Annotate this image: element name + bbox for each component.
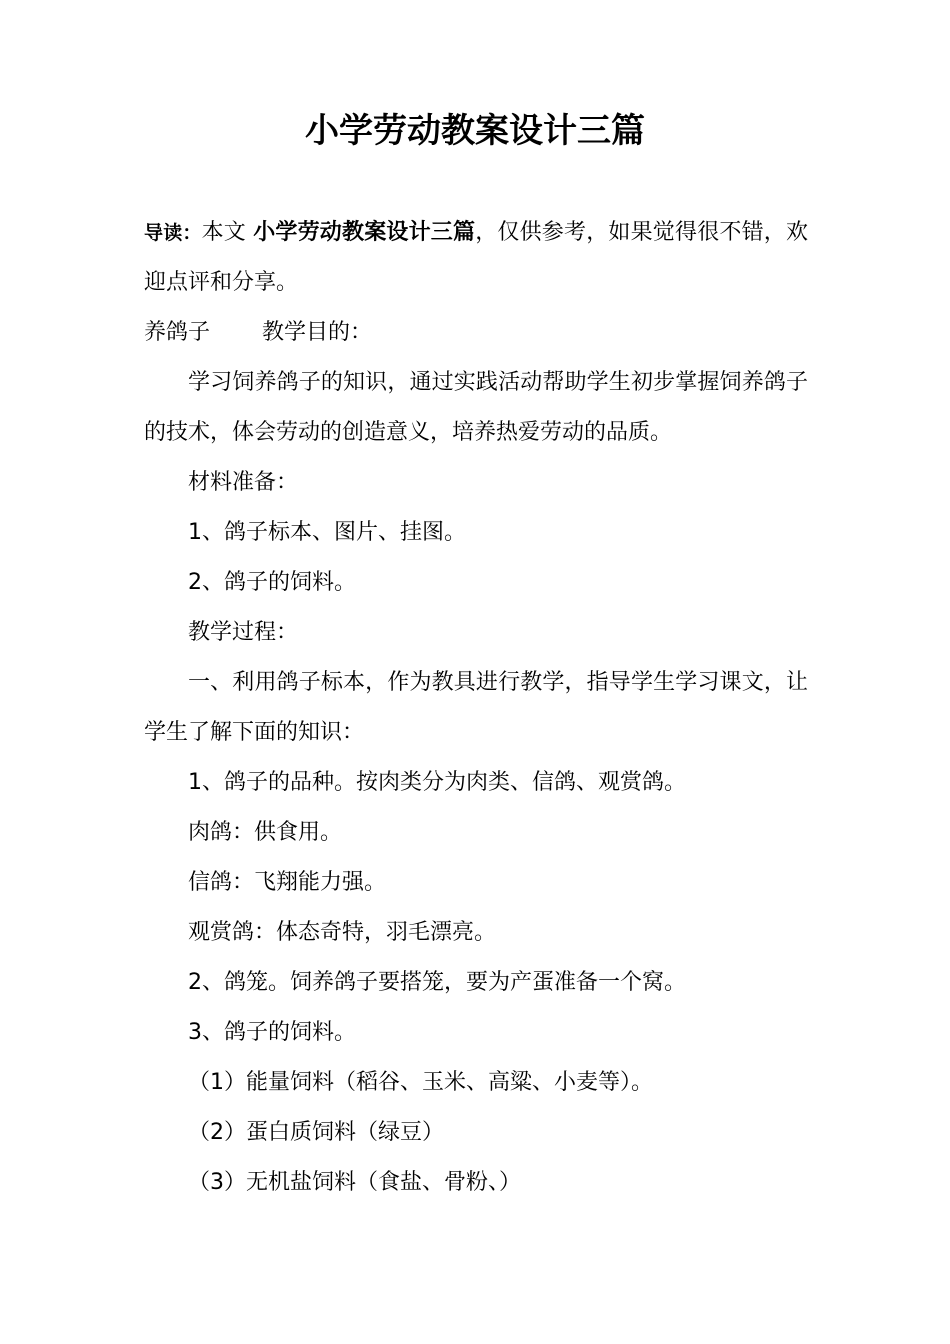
lead-title: 小学劳动教案设计三篇 bbox=[253, 220, 476, 245]
section-heading bbox=[144, 308, 808, 358]
lead-suffix: ，仅供参考，如果觉得很不错，欢迎点评和分享。 bbox=[144, 220, 808, 295]
paragraph: 1、鸽子的品种。按肉类分为肉类、信鸽、观赏鸽。 bbox=[188, 770, 686, 795]
paragraph: （1）能量饲料（稻谷、玉米、高粱、小麦等）。 bbox=[188, 1070, 653, 1095]
paragraph: 一、利用鸽子标本，作为教具进行教学，指导学生学习课文，让学生了解下面的知识： bbox=[144, 670, 808, 745]
paragraph: 观赏鸽：体态奇特，羽毛漂亮。 bbox=[188, 920, 497, 945]
lead-prefix: 本文 bbox=[201, 220, 254, 245]
paragraph: 2、鸽子的饲料。 bbox=[188, 570, 356, 595]
paragraph: 学习饲养鸽子的知识，通过实践活动帮助学生初步掌握饲养鸽子的技术，体会劳动的创造意义，培养热爱劳动的品质。 bbox=[144, 370, 808, 445]
document-title: 小学劳动教案设计三篇 bbox=[305, 111, 645, 151]
paragraph: 1、鸽子标本、图片、挂图。 bbox=[188, 520, 466, 545]
paragraph: （3）无机盐饲料（食盐、骨粉、） bbox=[188, 1170, 521, 1195]
lead-paragraph bbox=[144, 208, 808, 308]
paragraph: 材料准备： bbox=[188, 470, 299, 495]
lead-label: 导读： bbox=[144, 222, 202, 244]
paragraph: 2、鸽笼。饲养鸽子要搭笼，要为产蛋准备一个窝。 bbox=[188, 970, 686, 995]
document-body bbox=[144, 208, 808, 1208]
section-goal-label: 教学目的： bbox=[262, 320, 373, 345]
paragraph: 教学过程： bbox=[188, 620, 299, 645]
paragraph: 信鸽：飞翔能力强。 bbox=[188, 870, 387, 895]
paragraph: 肉鸽：供食用。 bbox=[188, 820, 343, 845]
paragraph: 3、鸽子的饲料。 bbox=[188, 1020, 356, 1045]
paragraph: （2）蛋白质饲料（绿豆） bbox=[188, 1120, 444, 1145]
section-topic: 养鸽子 bbox=[144, 320, 211, 345]
